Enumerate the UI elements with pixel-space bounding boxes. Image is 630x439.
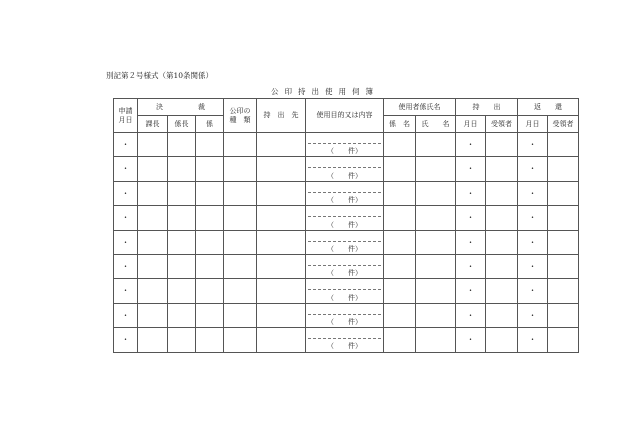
- cell-return-receiver[interactable]: [548, 230, 579, 254]
- cell-section-name[interactable]: [384, 133, 416, 157]
- cell-destination[interactable]: [257, 328, 306, 352]
- cell-checkout-date[interactable]: [456, 181, 486, 205]
- cell-section-chief[interactable]: [138, 254, 168, 278]
- cell-person-name[interactable]: [416, 206, 456, 230]
- cell-section-chief[interactable]: [138, 328, 168, 352]
- cell-section-chief[interactable]: [138, 303, 168, 327]
- header-user-name: 使用者係氏名: [384, 99, 456, 116]
- date-dot: ・: [121, 237, 130, 247]
- date-dot: ・: [528, 310, 537, 320]
- date-dot: ・: [121, 188, 130, 198]
- date-dot: ・: [121, 286, 130, 296]
- cell-section-chief[interactable]: [138, 279, 168, 303]
- cell-seal-type[interactable]: [224, 254, 257, 278]
- cell-application-date[interactable]: [114, 230, 138, 254]
- cell-subsection-chief[interactable]: [168, 206, 196, 230]
- cell-destination[interactable]: [257, 303, 306, 327]
- header-subsection-chief: 係長: [168, 116, 196, 133]
- table-row: [114, 303, 579, 327]
- cell-section-name[interactable]: [384, 157, 416, 181]
- cell-section-name[interactable]: [384, 328, 416, 352]
- cell-subsection-chief[interactable]: [168, 328, 196, 352]
- cell-checkout-date[interactable]: [456, 279, 486, 303]
- cell-person-name[interactable]: [416, 181, 456, 205]
- date-dot: ・: [121, 335, 130, 345]
- dashed-divider: [308, 143, 381, 144]
- header-checkout: 持 出: [456, 99, 518, 116]
- cell-application-date[interactable]: [114, 328, 138, 352]
- cell-staff[interactable]: [196, 279, 224, 303]
- item-count-label: （ 件）: [327, 196, 363, 205]
- date-dot: ・: [466, 188, 475, 198]
- ledger-body: [114, 133, 579, 353]
- cell-seal-type[interactable]: [224, 181, 257, 205]
- cell-checkout-receiver[interactable]: [486, 181, 518, 205]
- cell-seal-type[interactable]: [224, 206, 257, 230]
- date-dot: ・: [466, 164, 475, 174]
- date-dot: ・: [466, 262, 475, 272]
- cell-return-receiver[interactable]: [548, 303, 579, 327]
- cell-checkout-receiver[interactable]: [486, 133, 518, 157]
- cell-return-receiver[interactable]: [548, 254, 579, 278]
- dashed-divider: [308, 265, 381, 266]
- item-count-label: （ 件）: [327, 244, 363, 253]
- cell-return-date[interactable]: [518, 206, 548, 230]
- cell-section-name[interactable]: [384, 279, 416, 303]
- date-dot: ・: [466, 335, 475, 345]
- cell-return-receiver[interactable]: [548, 206, 579, 230]
- header-application-date: 申請 月日: [114, 99, 138, 133]
- header-approval: 決 裁: [138, 99, 224, 116]
- cell-staff[interactable]: [196, 206, 224, 230]
- cell-staff[interactable]: [196, 303, 224, 327]
- cell-purpose[interactable]: [306, 157, 384, 181]
- header-return: 返 還: [518, 99, 579, 116]
- date-dot: ・: [466, 140, 475, 150]
- date-dot: ・: [121, 164, 130, 174]
- date-dot: ・: [528, 237, 537, 247]
- cell-return-date[interactable]: [518, 230, 548, 254]
- date-dot: ・: [528, 262, 537, 272]
- cell-staff[interactable]: [196, 328, 224, 352]
- header-seal-type: 公印の 種 類: [224, 99, 257, 133]
- cell-staff[interactable]: [196, 133, 224, 157]
- cell-subsection-chief[interactable]: [168, 181, 196, 205]
- header-checkout-receiver: 受領者: [486, 116, 518, 133]
- cell-seal-type[interactable]: [224, 133, 257, 157]
- cell-purpose[interactable]: [306, 206, 384, 230]
- cell-checkout-receiver[interactable]: [486, 303, 518, 327]
- cell-checkout-date[interactable]: [456, 157, 486, 181]
- cell-checkout-date[interactable]: [456, 254, 486, 278]
- item-count-label: （ 件）: [327, 293, 363, 302]
- cell-return-receiver[interactable]: [548, 157, 579, 181]
- item-count-label: （ 件）: [327, 318, 363, 327]
- cell-seal-type[interactable]: [224, 279, 257, 303]
- header-checkout-date: 月日: [456, 116, 486, 133]
- date-dot: ・: [121, 310, 130, 320]
- cell-checkout-receiver[interactable]: [486, 279, 518, 303]
- cell-section-name[interactable]: [384, 206, 416, 230]
- header-return-date: 月日: [518, 116, 548, 133]
- header-purpose: 使用目的又は内容: [306, 99, 384, 133]
- cell-application-date[interactable]: [114, 133, 138, 157]
- date-dot: ・: [121, 213, 130, 223]
- cell-staff[interactable]: [196, 230, 224, 254]
- cell-seal-type[interactable]: [224, 303, 257, 327]
- date-dot: ・: [466, 237, 475, 247]
- cell-return-date[interactable]: [518, 133, 548, 157]
- date-dot: ・: [528, 188, 537, 198]
- dashed-divider: [308, 167, 381, 168]
- cell-subsection-chief[interactable]: [168, 254, 196, 278]
- cell-seal-type[interactable]: [224, 230, 257, 254]
- cell-section-chief[interactable]: [138, 230, 168, 254]
- cell-person-name[interactable]: [416, 254, 456, 278]
- cell-section-name[interactable]: [384, 181, 416, 205]
- cell-purpose[interactable]: [306, 303, 384, 327]
- table-row: [114, 206, 579, 230]
- table-row: [114, 157, 579, 181]
- cell-purpose[interactable]: [306, 230, 384, 254]
- cell-subsection-chief[interactable]: [168, 230, 196, 254]
- cell-return-receiver[interactable]: [548, 328, 579, 352]
- cell-seal-type[interactable]: [224, 157, 257, 181]
- cell-section-name[interactable]: [384, 254, 416, 278]
- date-dot: ・: [528, 140, 537, 150]
- header-section-chief: 課長: [138, 116, 168, 133]
- cell-checkout-date[interactable]: [456, 230, 486, 254]
- cell-return-receiver[interactable]: [548, 279, 579, 303]
- cell-subsection-chief[interactable]: [168, 157, 196, 181]
- item-count-label: （ 件）: [327, 171, 363, 180]
- cell-staff[interactable]: [196, 254, 224, 278]
- dashed-divider: [308, 314, 381, 315]
- date-dot: ・: [528, 286, 537, 296]
- cell-destination[interactable]: [257, 133, 306, 157]
- cell-return-date[interactable]: [518, 328, 548, 352]
- cell-person-name[interactable]: [416, 328, 456, 352]
- item-count-label: （ 件）: [327, 269, 363, 278]
- cell-checkout-date[interactable]: [456, 133, 486, 157]
- dashed-divider: [308, 241, 381, 242]
- cell-purpose[interactable]: [306, 254, 384, 278]
- dashed-divider: [308, 338, 381, 339]
- table-row: [114, 181, 579, 205]
- date-dot: ・: [466, 213, 475, 223]
- cell-section-chief[interactable]: [138, 133, 168, 157]
- cell-purpose[interactable]: [306, 328, 384, 352]
- cell-person-name[interactable]: [416, 157, 456, 181]
- cell-return-date[interactable]: [518, 181, 548, 205]
- date-dot: ・: [466, 310, 475, 320]
- cell-application-date[interactable]: [114, 157, 138, 181]
- cell-section-chief[interactable]: [138, 206, 168, 230]
- cell-destination[interactable]: [257, 157, 306, 181]
- cell-purpose[interactable]: [306, 133, 384, 157]
- cell-purpose[interactable]: [306, 181, 384, 205]
- cell-destination[interactable]: [257, 206, 306, 230]
- cell-seal-type[interactable]: [224, 328, 257, 352]
- header-section-name: 係 名: [384, 116, 416, 133]
- cell-checkout-receiver[interactable]: [486, 230, 518, 254]
- cell-person-name[interactable]: [416, 279, 456, 303]
- table-row: [114, 279, 579, 303]
- table-row: [114, 254, 579, 278]
- cell-subsection-chief[interactable]: [168, 279, 196, 303]
- cell-purpose[interactable]: [306, 279, 384, 303]
- header-destination: 持 出 先: [257, 99, 306, 133]
- cell-return-receiver[interactable]: [548, 181, 579, 205]
- table-row: [114, 230, 579, 254]
- item-count-label: （ 件）: [327, 220, 363, 229]
- cell-person-name[interactable]: [416, 303, 456, 327]
- cell-subsection-chief[interactable]: [168, 133, 196, 157]
- cell-section-chief[interactable]: [138, 181, 168, 205]
- cell-checkout-date[interactable]: [456, 303, 486, 327]
- header-staff: 係: [196, 116, 224, 133]
- item-count-label: （ 件）: [327, 147, 363, 156]
- cell-return-receiver[interactable]: [548, 133, 579, 157]
- cell-checkout-receiver[interactable]: [486, 157, 518, 181]
- cell-section-name[interactable]: [384, 303, 416, 327]
- date-dot: ・: [528, 335, 537, 345]
- date-dot: ・: [466, 286, 475, 296]
- cell-checkout-receiver[interactable]: [486, 328, 518, 352]
- form-title: 公印持出使用伺簿: [271, 87, 379, 96]
- cell-destination[interactable]: [257, 254, 306, 278]
- cell-application-date[interactable]: [114, 279, 138, 303]
- cell-person-name[interactable]: [416, 133, 456, 157]
- dashed-divider: [308, 192, 381, 193]
- cell-section-chief[interactable]: [138, 157, 168, 181]
- header-return-receiver: 受領者: [548, 116, 579, 133]
- cell-checkout-receiver[interactable]: [486, 206, 518, 230]
- cell-return-date[interactable]: [518, 303, 548, 327]
- date-dot: ・: [528, 164, 537, 174]
- cell-return-date[interactable]: [518, 279, 548, 303]
- cell-checkout-date[interactable]: [456, 328, 486, 352]
- table-row: [114, 328, 579, 352]
- cell-destination[interactable]: [257, 279, 306, 303]
- date-dot: ・: [528, 213, 537, 223]
- cell-person-name[interactable]: [416, 230, 456, 254]
- cell-application-date[interactable]: [114, 206, 138, 230]
- cell-section-name[interactable]: [384, 230, 416, 254]
- cell-application-date[interactable]: [114, 181, 138, 205]
- cell-return-date[interactable]: [518, 157, 548, 181]
- item-count-label: （ 件）: [327, 342, 363, 351]
- cell-staff[interactable]: [196, 157, 224, 181]
- cell-checkout-receiver[interactable]: [486, 254, 518, 278]
- header-person-name: 氏 名: [416, 116, 456, 133]
- cell-destination[interactable]: [257, 181, 306, 205]
- cell-staff[interactable]: [196, 181, 224, 205]
- table-row: [114, 133, 579, 157]
- cell-return-date[interactable]: [518, 254, 548, 278]
- form-label: 別記第２号様式（第10条関係）: [106, 71, 214, 80]
- cell-application-date[interactable]: [114, 254, 138, 278]
- cell-checkout-date[interactable]: [456, 206, 486, 230]
- dashed-divider: [308, 289, 381, 290]
- date-dot: ・: [121, 140, 130, 150]
- seal-ledger-table: [113, 98, 579, 353]
- cell-subsection-chief[interactable]: [168, 303, 196, 327]
- date-dot: ・: [121, 262, 130, 272]
- cell-application-date[interactable]: [114, 303, 138, 327]
- cell-destination[interactable]: [257, 230, 306, 254]
- dashed-divider: [308, 216, 381, 217]
